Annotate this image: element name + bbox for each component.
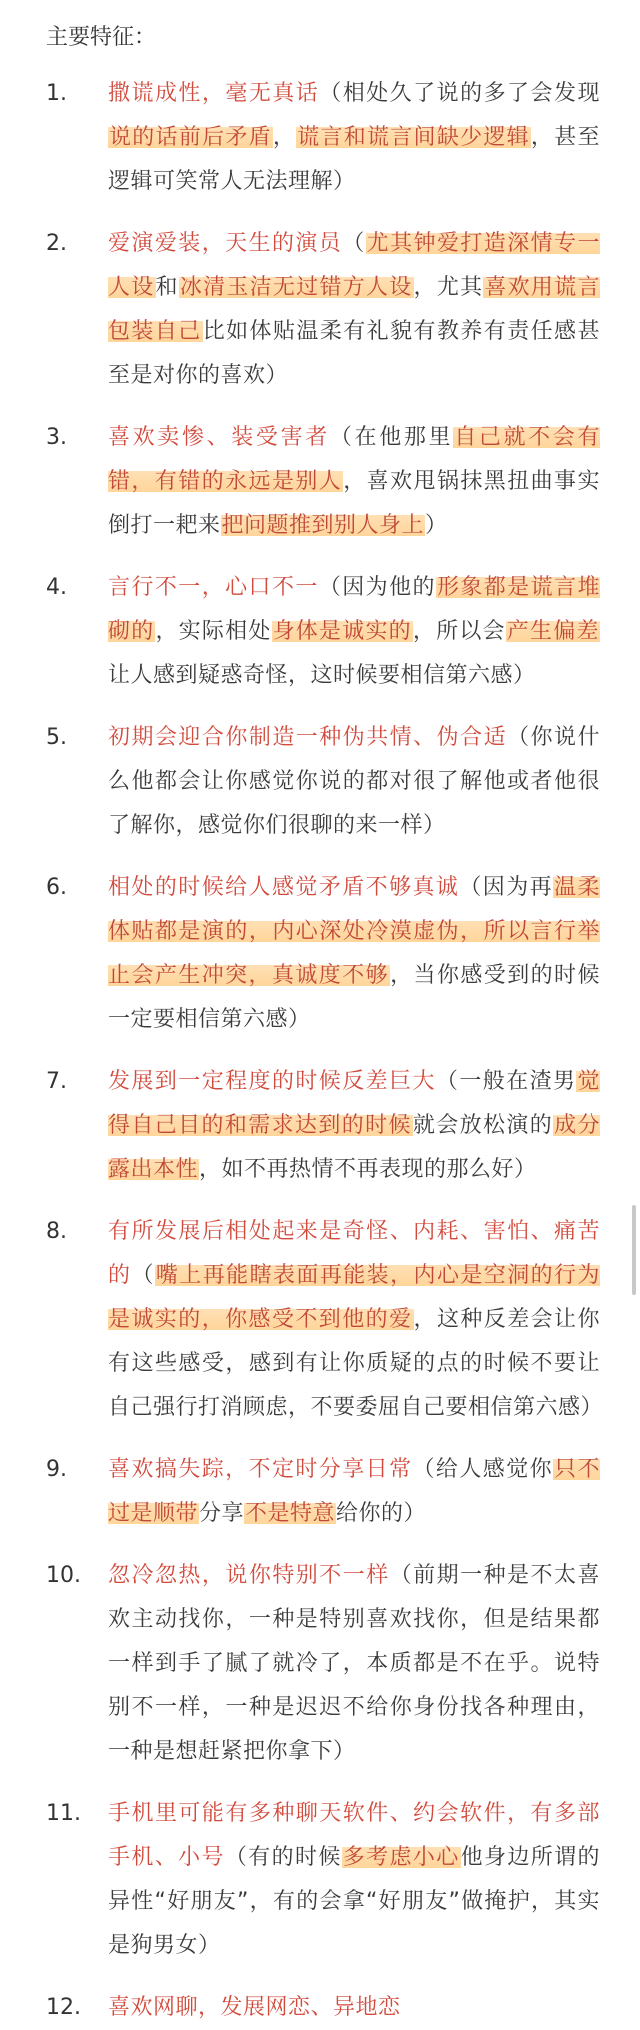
highlighted-text: 成分露出本性 (108, 1113, 600, 1182)
item-text (108, 1554, 600, 1774)
feature-title: 手机里可能有多种聊天软件、约会软件，有多部手机、小号 (108, 1801, 600, 1870)
list-item (46, 1210, 604, 1430)
body-text: （前期一种是不太喜欢主动找你，一种是特别喜欢找你，但是结果都一样到手了腻了就冷了，本质都是不在乎。说特别不一样，一种是迟迟不给你身份找各种理由，一种是想赶紧把你拿下） (108, 1563, 600, 1764)
body-text: ，这种反差会让你有这些感受，感到有让你质疑的点的时候不要让自己强行打消顾虑，不要委屈自己要相信第六感） (108, 1307, 604, 1420)
body-text: ，尤其 (413, 275, 484, 300)
highlighted-text: 不是特意 (245, 1501, 336, 1526)
highlighted-text: 觉得自己目的和需求达到的时候 (108, 1069, 600, 1138)
item-text (108, 1210, 604, 1430)
item-number: 1. (46, 81, 67, 106)
body-text: 他身边所谓的异性“好朋友”，有的会拿“好朋友”做掩护，其实是狗男女） (108, 1845, 600, 1958)
section-heading: 主要特征： (46, 25, 157, 50)
body-text: 让人感到疑惑奇怪，这时候要相信第六感） (108, 663, 536, 688)
highlighted-text: 产生偏差 (506, 619, 599, 644)
list-item (46, 222, 600, 398)
highlighted-text: 冰清玉洁无过错方人设 (179, 275, 413, 300)
feature-title: 喜欢网聊，发展网恋、异地恋 (108, 1995, 401, 2020)
item-text (108, 1448, 600, 1536)
feature-title: 爱演爱装，天生的演员 (108, 231, 343, 256)
highlighted-text: 谎言和谎言间缺少逻辑 (297, 125, 530, 150)
body-text: ，实际相处 (155, 619, 272, 644)
item-number: 7. (46, 1069, 67, 1094)
body-text: 和 (155, 275, 179, 300)
item-text (108, 1060, 600, 1192)
body-text: ， (272, 125, 297, 150)
list-item (46, 416, 600, 548)
highlighted-text: 形象都是谎言堆砌的 (108, 575, 600, 644)
body-text: （ (131, 1263, 155, 1288)
highlighted-text: 说的话前后矛盾 (109, 125, 272, 150)
item-text (108, 72, 600, 204)
body-text: 分享 (199, 1501, 245, 1526)
body-text: ） (425, 513, 448, 538)
list-item (46, 1986, 600, 2030)
item-number: 3. (46, 425, 67, 450)
feature-title: 忽冷忽热，说你特别不一样 (108, 1563, 390, 1588)
item-number: 5. (46, 725, 67, 750)
item-number: 12. (46, 1995, 81, 2020)
highlighted-text: 只不过是顺带 (108, 1457, 600, 1526)
item-number: 4. (46, 575, 67, 600)
list-item (46, 1554, 600, 1774)
feature-title: 发展到一定程度的时候反差巨大 (108, 1069, 436, 1094)
body-text: （相处久了说的多了会发现 (319, 81, 600, 106)
item-number: 8. (46, 1219, 67, 1244)
body-text: ，甚至逻辑可笑常人无法理解） (108, 125, 600, 194)
body-text: （ (342, 231, 366, 256)
item-text (108, 566, 600, 698)
body-text: （你说什么他都会让你感觉你说的都对很了解他或者他很了解你，感觉你们很聊的来一样） (108, 725, 600, 838)
list-item (46, 1060, 600, 1192)
item-number: 2. (46, 231, 67, 256)
body-text: ，如不再热情不再表现的那么好） (199, 1157, 537, 1182)
list-item (46, 566, 600, 698)
list-item (46, 72, 600, 204)
body-text: ，喜欢甩锅抹黑扭曲事实倒打一耙来 (108, 469, 600, 538)
body-text: （因为他的 (318, 575, 436, 600)
feature-title: 相处的时候给人感觉矛盾不够真诚 (108, 875, 460, 900)
item-text (108, 416, 600, 548)
item-number: 10. (46, 1563, 81, 1588)
highlighted-text: 把问题推到别人身上 (221, 513, 425, 538)
body-text: （给人感觉你 (412, 1457, 554, 1482)
item-text (108, 222, 600, 398)
feature-title: 撒谎成性，毫无真话 (108, 81, 320, 106)
item-number: 9. (46, 1457, 67, 1482)
item-text (108, 1986, 600, 2030)
list-item (46, 716, 600, 848)
highlighted-text: 喜欢用谎言包装自己 (108, 275, 600, 344)
highlighted-text: 嘴上再能瞎表面再能装，内心是空洞的行为是诚实的，你感受不到他的爱 (108, 1263, 600, 1332)
highlighted-text: 自己就不会有错，有错的永远是别人 (108, 425, 600, 494)
list-item (46, 1792, 600, 1968)
feature-title: 言行不一，心口不一 (108, 575, 319, 600)
highlighted-text: 尤其钟爱打造深情专一人设 (108, 231, 600, 300)
body-text: 就会放松演的 (412, 1113, 554, 1138)
item-text (108, 1792, 600, 1968)
item-number: 6. (46, 875, 67, 900)
list-item (46, 866, 600, 1042)
feature-title: 有所发展后相处起来是奇怪、内耗、害怕、痛苦的 (108, 1219, 600, 1288)
body-text: 比如体贴温柔有礼貌有教养有责任感甚至是对你的喜欢） (108, 319, 600, 388)
body-text: ，所以会 (412, 619, 506, 644)
feature-list (46, 72, 604, 2030)
body-text: （因为再 (459, 875, 554, 900)
feature-title: 初期会迎合你制造一种伪共情、伪合适 (108, 725, 508, 750)
highlighted-text: 身体是诚实的 (272, 619, 412, 644)
scrollbar-thumb[interactable] (632, 1205, 636, 1295)
highlighted-text: 多考虑小心 (342, 1845, 460, 1870)
body-text: （在他那里 (329, 425, 454, 450)
feature-title: 喜欢搞失踪，不定时分享日常 (108, 1457, 413, 1482)
body-text: （有的时候 (224, 1845, 342, 1870)
item-text (108, 866, 600, 1042)
item-number: 11. (46, 1801, 81, 1826)
item-text (108, 716, 600, 848)
feature-title: 喜欢卖惨、装受害者 (108, 425, 330, 450)
highlighted-text: 温柔体贴都是演的，内心深处冷漠虚伪，所以言行举止会产生冲突，真诚度不够 (108, 875, 600, 988)
body-text: （一般在渣男 (435, 1069, 577, 1094)
list-item (46, 1448, 600, 1536)
body-text: ，当你感受到的时候一定要相信第六感） (108, 963, 600, 1032)
body-text: 给你的） (336, 1501, 427, 1526)
